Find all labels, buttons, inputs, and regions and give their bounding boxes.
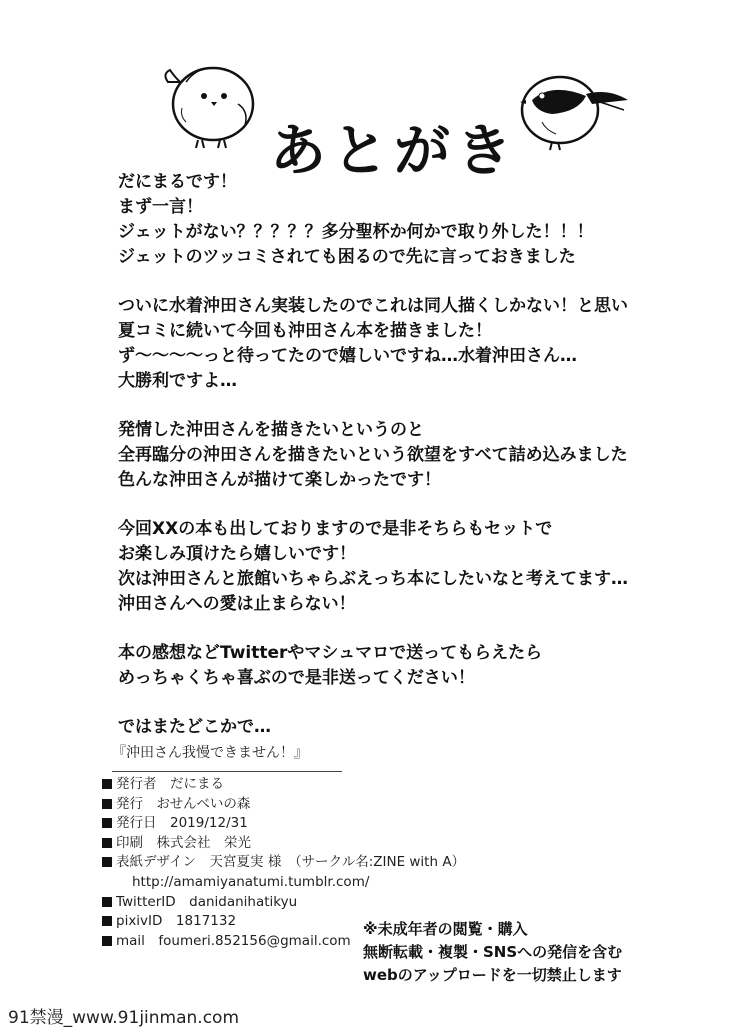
notice-line: ※未成年者の閲覧・購入 [363, 920, 528, 938]
notice-line: 無断転載・複製・SNSへの発信を含む [363, 943, 623, 961]
colophon-publisher: 発行者 だにまる [102, 775, 465, 795]
text-line: 大勝利ですよ… [118, 371, 237, 391]
text-line: お楽しみ頂けたら嬉しいです！ [118, 544, 356, 564]
text-line: ジェットのツッコミされても困るので先に言っておきました [118, 247, 576, 267]
square-bullet-icon [102, 897, 112, 907]
bird-right-illustration [512, 60, 632, 155]
colophon-twitter: TwitterID danidanihatikyu [102, 893, 465, 913]
text-line: ではまたどこかで… [118, 717, 271, 737]
paragraph-4 [118, 517, 718, 617]
colophon-cover-url[interactable]: http://amamiyanatumi.tumblr.com/ [132, 873, 370, 890]
site-watermark: 91禁漫_www.91jinman.com [0, 1000, 247, 1036]
text-line: 沖田さんへの愛は止まらない！ [118, 594, 356, 614]
bird-left-illustration [158, 52, 268, 152]
square-bullet-icon [102, 857, 112, 867]
text-line: ず～～～～っと待ってたので嬉しいですね…水着沖田さん… [118, 346, 577, 366]
text-line: まず一言！ [118, 197, 203, 217]
square-bullet-icon [102, 838, 112, 848]
colophon-cover-design: 表紙デザイン 天宮夏実 様 （サークル名:ZINE with A） [102, 853, 465, 873]
book-title: 『沖田さん我慢できません！』 [112, 745, 308, 761]
square-bullet-icon [102, 818, 112, 828]
text-line: 本の感想などTwitterやマシュマロで送ってもらえたら [118, 643, 543, 663]
paragraph-2 [118, 294, 718, 394]
text-line: ジェットがない？？？？？多分聖杯か何かで取り外した！！！ [118, 222, 594, 242]
page-title: あとがき [270, 117, 518, 184]
text-line: 今回XXの本も出しておりますので是非そちらもセットで [118, 519, 553, 539]
notice-line: webのアップロードを一切禁止します [363, 966, 622, 984]
paragraph-6 [118, 715, 718, 740]
paragraph-1 [118, 170, 718, 270]
colophon-issuer: 発行 おせんべいの森 [102, 795, 465, 815]
colophon-date: 発行日 2019/12/31 [102, 814, 465, 834]
text-line: めっちゃくちゃ喜ぶので是非送ってください！ [118, 668, 475, 688]
text-line: 夏コミに続いて今回も沖田さん本を描きました！ [118, 321, 492, 341]
text-line: ついに水着沖田さん実装したのでこれは同人描くしかない！と思い [118, 296, 628, 316]
square-bullet-icon [102, 916, 112, 926]
text-line: 全再臨分の沖田さんを描きたいという欲望をすべて詰め込みました [118, 445, 628, 465]
text-line: 色んな沖田さんが描けて楽しかったです！ [118, 470, 441, 490]
colophon-printer: 印刷 株式会社 栄光 [102, 834, 465, 854]
paragraph-5 [118, 641, 718, 691]
colophon-mail: mail foumeri.852156@gmail.com [102, 932, 465, 952]
square-bullet-icon [102, 936, 112, 946]
square-bullet-icon [102, 799, 112, 809]
text-line: だにまるです！ [118, 172, 237, 192]
text-line: 次は沖田さんと旅館いちゃらぶえっち本にしたいなと考えてます… [118, 569, 628, 589]
afterword-body [118, 170, 718, 764]
square-bullet-icon [102, 779, 112, 789]
text-line: 発情した沖田さんを描きたいというのと [118, 420, 424, 440]
colophon-pixiv: pixivID 1817132 [102, 912, 465, 932]
age-restriction-notice [363, 918, 622, 987]
paragraph-3 [118, 418, 718, 493]
divider [112, 771, 342, 772]
